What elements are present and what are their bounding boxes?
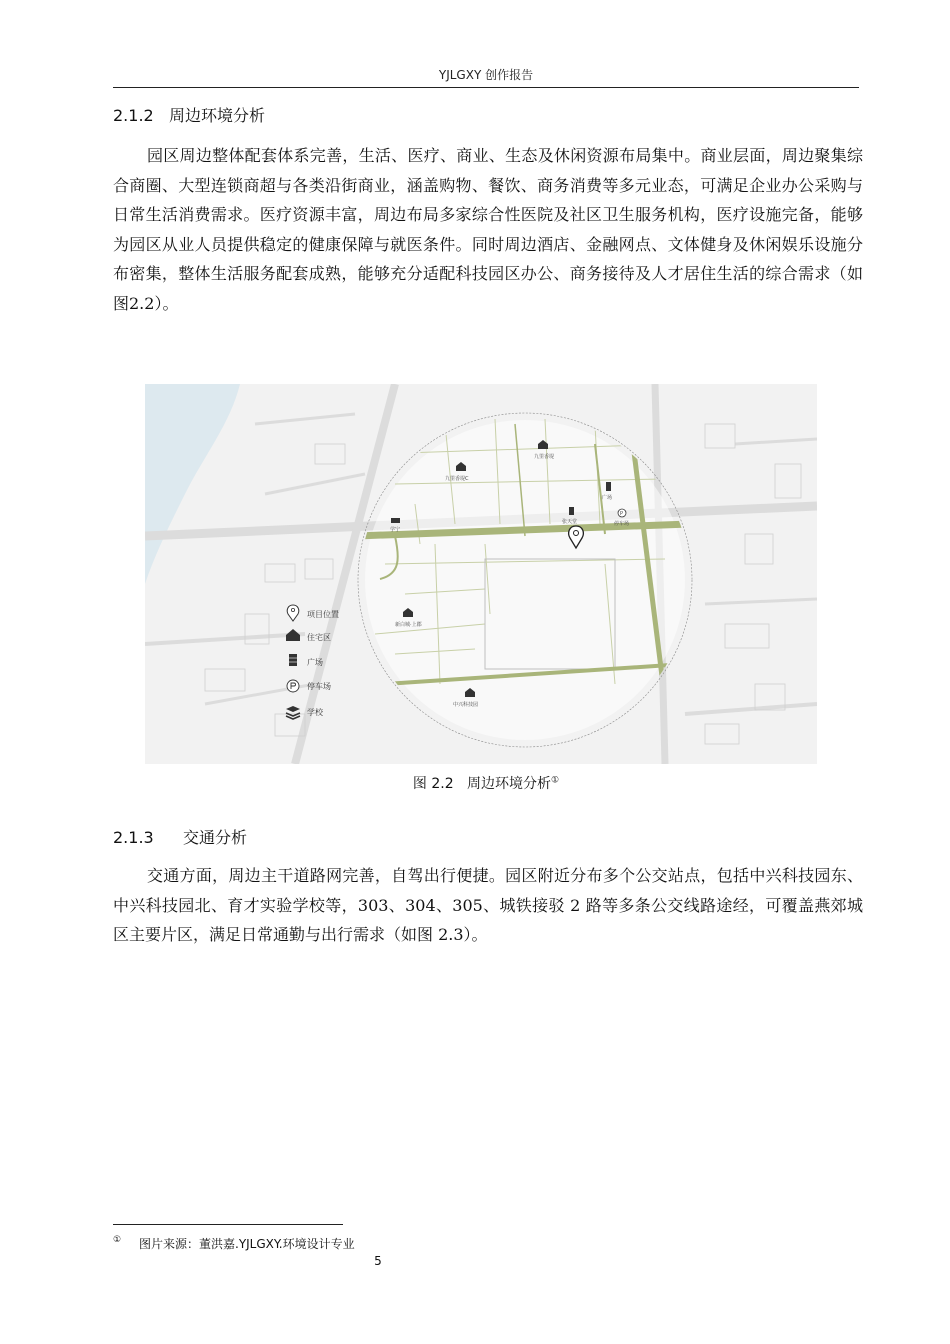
section-heading-2-1-3 <box>113 825 247 848</box>
legend-label-plaza: 广场 <box>307 658 323 667</box>
figure-caption-note: ① <box>551 775 560 786</box>
building-icon <box>289 654 297 666</box>
section-number: 2.1.3 <box>113 828 154 847</box>
map-label-2: 九里香堤 <box>534 454 555 460</box>
map-label-1: 九里香堤C <box>445 476 469 482</box>
legend-label-school: 学校 <box>307 708 323 717</box>
legend-label-location: 项目位置 <box>307 610 339 619</box>
section-number: 2.1.2 <box>113 106 154 125</box>
map-label-9: 中兴科技园 <box>453 702 479 708</box>
figure-caption-prefix: 图 2.2 <box>412 776 454 792</box>
header-rule <box>113 87 859 88</box>
map-label-5: 张天堂 <box>562 519 578 525</box>
section-title: 周边环境分析 <box>169 106 266 125</box>
footnote <box>113 1235 355 1252</box>
page-number: 5 <box>374 1254 382 1268</box>
figure-caption <box>113 773 859 793</box>
parking-symbol: P <box>620 511 624 517</box>
footnote-text: 图片来源：董洪嘉.YJLGXY.环境设计专业 <box>139 1237 355 1251</box>
legend-item-parking <box>287 680 331 692</box>
paragraph-environment: 园区周边整体配套体系完善，生活、医疗、商业、生态及休闲资源布局集中。商业层面，周边聚集综合商圈、大型连锁商超与各类沿街商业，涵盖购物、餐饮、商务消费等多元业态，可满足企业办公采购与日常生活消费需求。医疗资源丰富，周边布局多家综合性医院及社区卫生服务机构，医疗设施完备，能够为园区从业人员提供稳定的健康保障与就医条件。同时周边酒店、金融网点、文体健身及休闲娱乐设施分布密集，整体生活服务配套成熟，能够充分适配科技园区办公、商务接待及人才居住生活的综合需求（如图2.2）。 <box>113 146 863 313</box>
page-header: YJLGXY 创作报告 <box>438 68 534 82</box>
parking-icon <box>287 680 299 692</box>
section-title: 交通分析 <box>183 828 248 847</box>
footnote-rule <box>113 1224 343 1225</box>
surroundings-map <box>145 384 817 764</box>
section-heading-2-1-2 <box>113 103 265 126</box>
map-label-3: 广场 <box>602 495 613 501</box>
legend-label-parking: 停车场 <box>307 682 331 691</box>
map-label-4: 学宁 <box>390 527 401 533</box>
map-label-8: 新白城·上郡 <box>395 622 422 628</box>
surroundings-map-figure <box>145 384 817 764</box>
paragraph-transport: 交通方面，周边主干道路网完善，自驾出行便捷。园区附近分布多个公交站点，包括中兴科技园东、中兴科技园北、育才实验学校等，303、304、305、城铁接驳 2 路等多条公交线路途经，可覆盖燕郊城区主要片区，满足日常通勤与出行需求（如图 2.3）。 <box>113 866 863 944</box>
figure-caption-title: 周边环境分析 <box>467 776 551 792</box>
footnote-mark: ① <box>113 1235 122 1245</box>
map-label-6: 停车场 <box>614 521 630 527</box>
legend-label-residential: 住宅区 <box>307 633 331 642</box>
